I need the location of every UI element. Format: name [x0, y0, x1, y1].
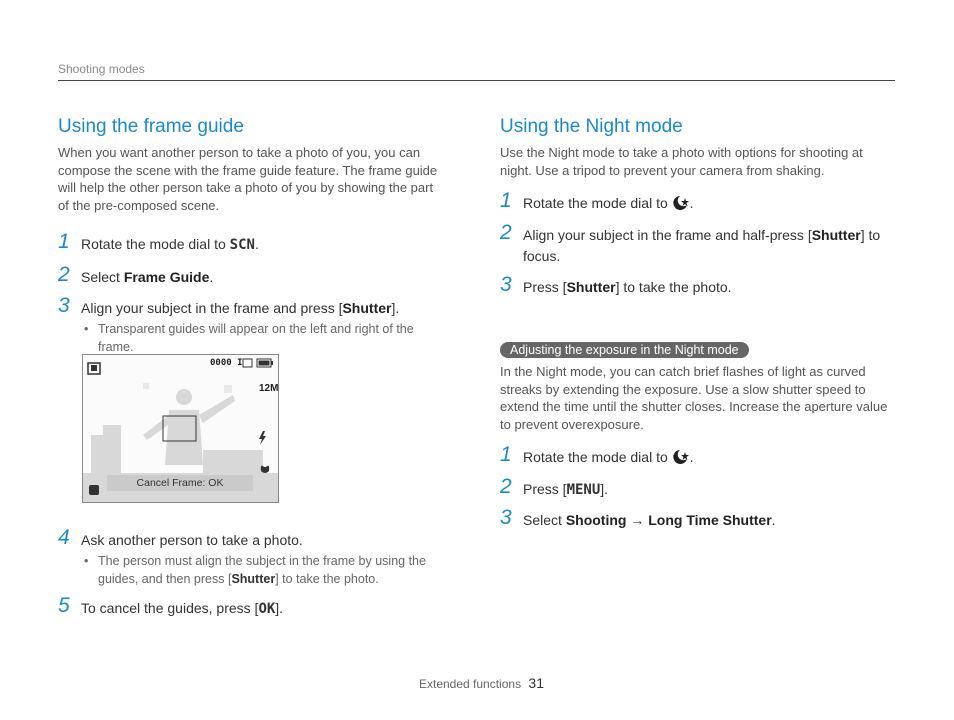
subsection-pill: Adjusting the exposure in the Night mode [500, 342, 749, 358]
shot-counter: 0000 I [210, 358, 243, 368]
step-4-note: • The person must align the subject in the frame by using the guides, and then press [Shutter] to take the photo. [84, 554, 426, 586]
step-5: 5 To cancel the guides, press [OK]. [58, 594, 284, 617]
resolution-label: 12M [259, 383, 279, 394]
step-3: 3 Press [Shutter] to take the photo. [500, 273, 732, 296]
sub-step-2: 2 Press [MENU]. [500, 475, 609, 498]
step-number: 2 [500, 475, 512, 498]
stabilizer-icon [89, 485, 99, 495]
footer-label: Extended functions [419, 677, 522, 691]
arrow-icon: → [630, 512, 645, 528]
step-2: 2 Align your subject in the frame and half-press [Shutter] to focus. [500, 221, 881, 264]
page-footer [419, 675, 544, 691]
step-number: 3 [58, 294, 70, 317]
subsection-heading [500, 341, 890, 359]
scn-mode-icon: SCN [229, 237, 255, 253]
section-intro: When you want another person to take a photo of you, you can compose the scene with the frame guide feature. The frame guide will help the other person take a photo of you by showing the part of the pre-composed scene. [58, 145, 438, 213]
running-header: Shooting modes [58, 62, 145, 76]
night-mode-icon [672, 195, 690, 211]
step-number: 2 [500, 221, 512, 244]
step-number: 4 [58, 526, 70, 549]
step-number: 3 [500, 273, 512, 296]
step-3-note: • Transparent guides will appear on the left and right of the frame. [84, 322, 414, 354]
cancel-frame-label: Cancel Frame: OK [107, 475, 253, 491]
step-number: 3 [500, 506, 512, 529]
sub-step-3: 3 Select Shooting → Long Time Shutter. [500, 506, 776, 529]
section-title: Using the Night mode [500, 116, 683, 137]
header-rule [58, 80, 895, 81]
step-number: 1 [58, 230, 70, 253]
frame-guide-section [58, 116, 443, 356]
step-number: 1 [500, 189, 512, 212]
ok-button-icon: OK [258, 601, 276, 617]
night-mode-icon [672, 449, 690, 465]
night-mode-section [500, 116, 890, 531]
step-2: 2 Select Frame Guide. [58, 263, 214, 286]
step-number: 2 [58, 263, 70, 286]
step-4: 4 Ask another person to take a photo. [58, 526, 303, 549]
step-number: 1 [500, 443, 512, 466]
menu-button-icon: MENU [566, 482, 601, 498]
section-intro: Use the Night mode to take a photo with options for shooting at night. Use a tripod to prevent your camera from shaking. [500, 145, 863, 178]
step-1: 1 Rotate the mode dial to . [500, 189, 694, 212]
step-1: 1 Rotate the mode dial to SCN. [58, 230, 259, 253]
step-number: 5 [58, 594, 70, 617]
sub-step-1: 1 Rotate the mode dial to . [500, 443, 694, 466]
step-3: 3 Align your subject in the frame and press [Shutter]. [58, 294, 400, 317]
camera-screen-illustration [82, 354, 279, 503]
page-number: 31 [528, 675, 544, 691]
frame-guide-steps-cont [58, 526, 443, 620]
section-title: Using the frame guide [58, 116, 244, 137]
subsection-intro: In the Night mode, you can catch brief flashes of light as curved streaks by extending the exposure. Use a slow shutter speed to extend the time until the shutter closes. Increase the aperture value to prevent overexposure. [500, 364, 888, 432]
